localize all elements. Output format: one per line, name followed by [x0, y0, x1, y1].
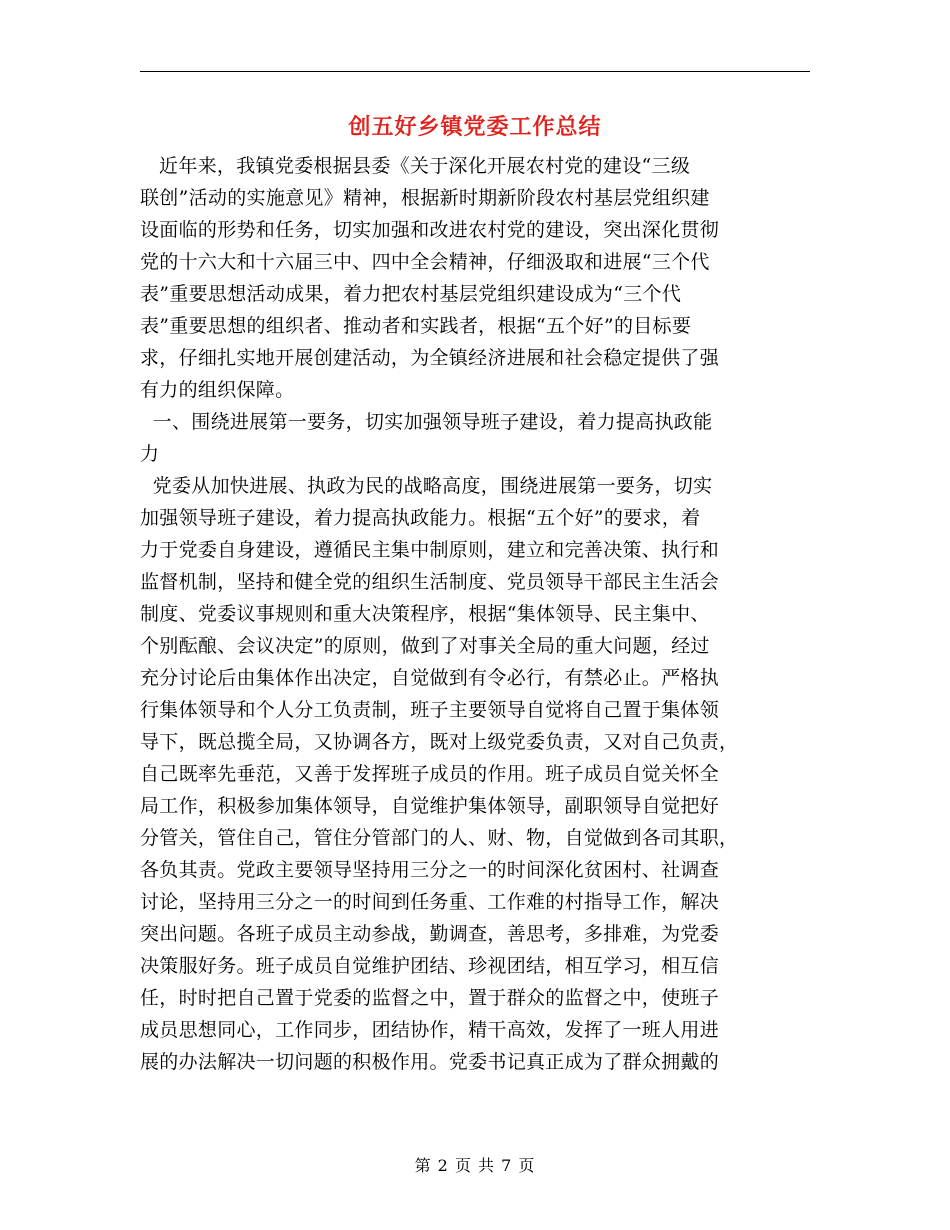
body-line: 求，仔细扎实地开展创建活动，为全镇经济进展和社会稳定提供了强 [140, 347, 720, 369]
body-line: 党的十六大和十六届三中、四中全会精神，仔细汲取和进展“三个代 [140, 251, 710, 273]
body-line: 个别酝酿、会议决定”的原则，做到了对事关全局的重大问题，经过 [140, 635, 710, 657]
body-line: 监督机制，坚持和健全党的组织生活制度、党员领导干部民主生活会 [140, 571, 720, 593]
body-line: 加强领导班子建设，着力提高执政能力。根据“五个好”的要求，着 [140, 507, 701, 529]
body-line: 表”重要思想活动成果，着力把农村基层党组织建设成为“三个代 [140, 283, 682, 305]
page-number: 第 2 页 共 7 页 [414, 1156, 536, 1175]
document-body [140, 150, 810, 1078]
body-line: 决策服好务。班子成员自觉维护团结、珍视团结，相互学习，相互信 [140, 955, 720, 977]
body-line: 近年来，我镇党委根据县委《关于深化开展农村党的建设“三级 [140, 155, 691, 177]
body-line: 设面临的形势和任务，切实加强和改进农村党的建设，突出深化贯彻 [140, 219, 720, 241]
body-line: 联创”活动的实施意见》精神，根据新时期新阶段农村基层党组织建 [140, 187, 710, 209]
body-line: 力于党委自身建设，遵循民主集中制原则，建立和完善决策、执行和 [140, 539, 720, 561]
body-line: 制度、党委议事规则和重大决策程序，根据“集体领导、民主集中、 [140, 603, 710, 625]
body-line: 突出问题。各班子成员主动参战，勤调查，善思考，多排难，为党委 [140, 923, 720, 945]
body-line: 分管关，管住自己，管住分管部门的人、财、物，自觉做到各司其职， [140, 827, 739, 849]
body-line: 充分讨论后由集体作出决定，自觉做到有令必行，有禁必止。严格执 [140, 667, 720, 689]
body-line: 成员思想同心，工作同步，团结协作，精干高效，发挥了一班人用进 [140, 1019, 720, 1041]
body-line: 表”重要思想的组织者、推动者和实践者，根据“五个好”的目标要 [140, 315, 692, 337]
body-line: 自己既率先垂范，又善于发挥班子成员的作用。班子成员自觉关怀全 [140, 763, 720, 785]
body-line: 局工作，积极参加集体领导，自觉维护集体领导，副职领导自觉把好 [140, 795, 720, 817]
body-line: 任，时时把自己置于党委的监督之中，置于群众的监督之中，使班子 [140, 987, 720, 1009]
body-line: 讨论，坚持用三分之一的时间到任务重、工作难的村指导工作，解决 [140, 891, 720, 913]
header-rule [140, 71, 810, 72]
body-line: 力 [140, 443, 160, 465]
body-line: 展的办法解决一切问题的积极作用。党委书记真正成为了群众拥戴的 [140, 1051, 720, 1073]
body-line: 行集体领导和个人分工负责制，班子主要领导自觉将自己置于集体领 [140, 699, 720, 721]
body-line: 一、围绕进展第一要务，切实加强领导班子建设，着力提高执政能 [140, 411, 713, 433]
body-line: 各负其责。党政主要领导坚持用三分之一的时间深化贫困村、社调查 [140, 859, 720, 881]
body-line: 有力的组织保障。 [140, 379, 295, 401]
body-line: 党委从加快进展、执政为民的战略高度，围绕进展第一要务，切实 [140, 475, 713, 497]
document-title: 创五好乡镇党委工作总结 [348, 114, 602, 140]
body-line: 导下，既总揽全局，又协调各方，既对上级党委负责，又对自己负责， [140, 731, 739, 753]
